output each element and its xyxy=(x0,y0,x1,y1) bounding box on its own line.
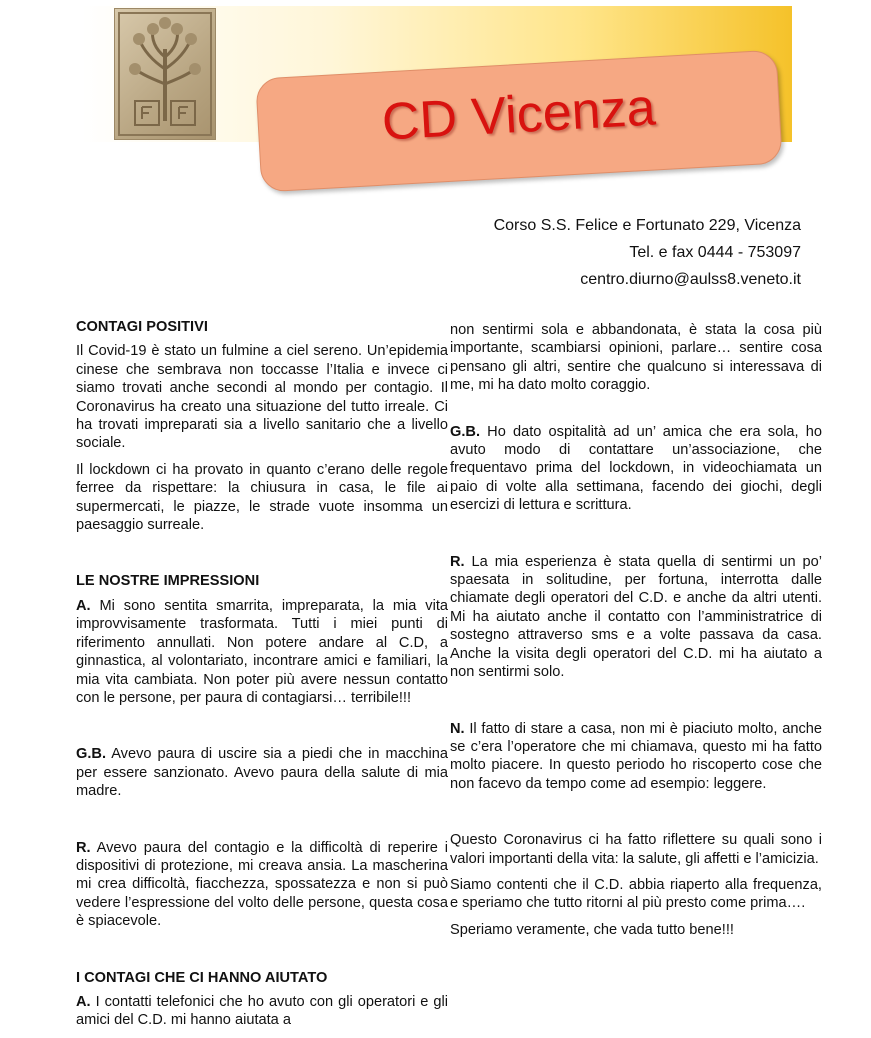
author-initials: R. xyxy=(76,839,91,856)
testimony-text: Mi sono sentita smarrita, impreparata, la mia vita improvvisamente trasformata. Tutti i miei punti di riferimento annullati. Non potere andare al C.D, a ginnastica, al volontariato, incontrare amici e familiari, la mia vita cambiata. Non poter più avere nessun contatto con le persone, per paura di contagiarsi… terribile!!! xyxy=(76,597,448,706)
testimony-gb2 xyxy=(450,423,822,515)
author-initials: G.B. xyxy=(450,423,480,440)
testimony-a xyxy=(76,597,448,707)
testimony-r2 xyxy=(450,553,822,682)
testimony-text: Avevo paura di uscire sia a piedi che in macchina per essere sanzionato. Avevo paura della salute di mia madre. xyxy=(76,746,448,800)
testimony-gb xyxy=(76,745,448,800)
heading-contagi-aiutato: I CONTAGI CHE CI HANNO AIUTATO xyxy=(76,969,328,986)
contact-email: centro.diurno@aulss8.veneto.it xyxy=(580,271,801,288)
testimony-a2 xyxy=(76,993,448,1030)
testimony-text: I contatti telefonici che ho avuto con gli operatori e gli amici del C.D. mi hanno aiutata a xyxy=(76,993,448,1029)
testimony-a2-continued: non sentirmi sola e abbandonata, è stata la cosa più importante, scambiarsi opinioni, parlare… sentire cosa pensano gli altri, sentire che qualcuno si interessava di me, mi ha dato molto coraggio. xyxy=(450,322,822,394)
testimony-text: La mia esperienza è stata quella di sentirmi un po’ spaesata in solitudine, per fortuna, interrotta dalle chiamate degli operatori del C.D. e anche da altri utenti. Mi ha aiutato anche il contatto con l’amministratrice di sostegno attraverso sms e a volte passava da casa. Anche la visita degli operatori del C.D. mi ha aiutato a non sentirmi solo. xyxy=(450,553,822,681)
tree-emblem-icon xyxy=(115,9,215,139)
testimony-text: Il fatto di stare a casa, non mi è piaciuto molto, anche se c’era l’operatore che mi chiamava, questo mi ha fatto molto piacere. In questo periodo ho riscoperto cose che non facevo da tempo come ad esempio: leggere. xyxy=(450,720,822,792)
testimony-n xyxy=(450,720,822,794)
testimony-r xyxy=(76,839,448,931)
contact-address: Corso S.S. Felice e Fortunato 229, Vicenza xyxy=(493,217,801,234)
contact-phone: Tel. e fax 0444 - 753097 xyxy=(629,244,801,261)
paragraph-intro: Il Covid-19 è stato un fulmine a ciel sereno. Un’epidemia cinese che sembrava non toccasse l’Italia e invece ci siamo trovati anche secondi al mondo per contagio. Il Coronavirus ha creato una situazione del tutto irreale. Ci ha trovati impreparati sia a livello sanitario che a livello sociale. xyxy=(76,343,448,452)
author-initials: A. xyxy=(76,597,91,614)
heading-contagi-positivi: CONTAGI POSITIVI xyxy=(76,319,208,335)
paragraph-reopening: Siamo contenti che il C.D. abbia riaperto alla frequenza, e speriamo che tutto ritorni al più presto come prima…. xyxy=(450,876,822,912)
paragraph-closing: Speriamo veramente, che vada tutto bene!!! xyxy=(450,921,734,938)
left-column xyxy=(76,318,448,1038)
testimony-text: Ho dato ospitalità ad un’ amica che era sola, ho avuto modo di contattare un’associazione, che frequentavo prima del lockdown, in videochiamata un paio di volte alla settimana, facendo dei giochi, degli esercizi di lettura e scrittura. xyxy=(450,423,822,514)
author-initials: R. xyxy=(450,553,465,570)
author-initials: N. xyxy=(450,720,465,737)
testimony-text: Avevo paura del contagio e la difficoltà di reperire i dispositivi di protezione, mi creava ansia. La mascherina mi crea difficoltà, fiacchezza, spossatezza e non si può vedere l’espressione del volto delle persone, questa cosa è spiacevole. xyxy=(76,839,448,930)
contact-block xyxy=(494,212,801,293)
paragraph-reflection: Questo Coronavirus ci ha fatto riflettere su quali sono i valori importanti della vita: la salute, gli affetti e l’amicizia. xyxy=(450,832,822,867)
right-column xyxy=(450,321,822,947)
author-initials: G.B. xyxy=(76,746,106,763)
stone-tree-emblem xyxy=(114,8,216,140)
page-title: CD Vicenza xyxy=(380,78,657,152)
paragraph-lockdown: Il lockdown ci ha provato in quanto c’erano delle regole ferree da rispettare: la chiusura in casa, le file ai supermercati, le piazze, le strade vuote insomma un paesaggio surreale. xyxy=(76,461,448,534)
heading-impressioni: LE NOSTRE IMPRESSIONI xyxy=(76,573,260,590)
author-initials: A. xyxy=(76,993,91,1010)
